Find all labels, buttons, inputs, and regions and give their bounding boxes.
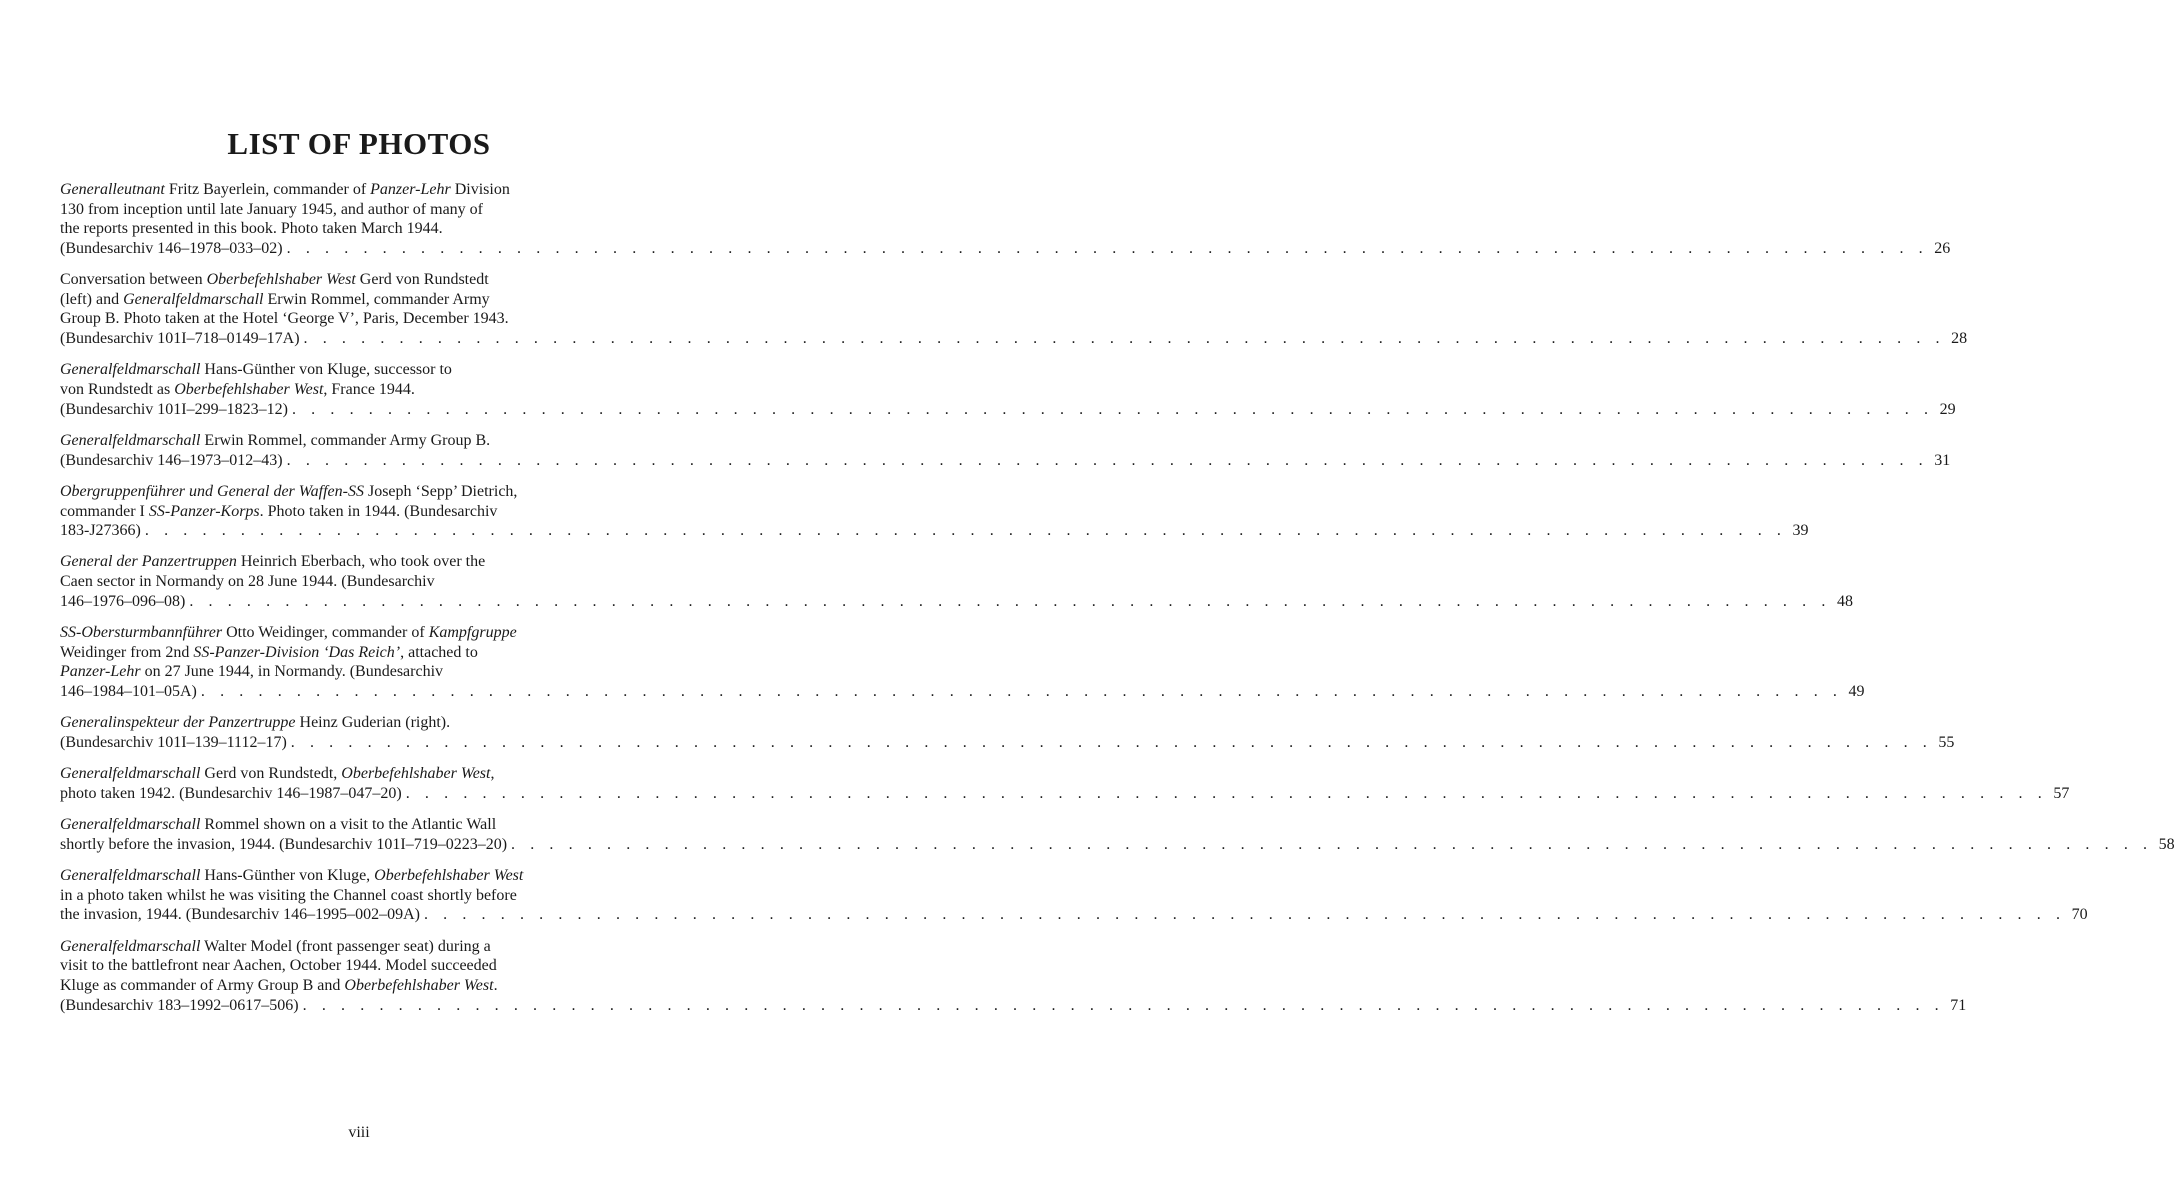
photo-entry: [60, 815, 2175, 854]
photo-entry: [60, 482, 1809, 541]
caption-text: Heinrich Eberbach, who took over the: [236, 553, 486, 571]
caption-text: Conversation between: [60, 271, 207, 289]
caption-text: Hans-Günther von Kluge,: [200, 867, 375, 885]
dot-leader: . . . . . . . . . . . . . . . . . . . . . . . . . . . . . . . . . . . . . . . . . . . . . . . . . . . . . . . . . . . . . . . . . . . . . . . . . . . . . . . . . . . . . .: [189, 592, 1831, 610]
caption-text: Gerd von Rundstedt,: [200, 765, 342, 783]
entry-line: [60, 886, 664, 906]
photo-entry: [60, 552, 1853, 611]
photo-entry: [60, 866, 2088, 925]
caption-text: photo taken 1942. (Bundesarchiv 146–1987–047–20): [60, 784, 402, 802]
dot-leader: . . . . . . . . . . . . . . . . . . . . . . . . . . . . . . . . . . . . . . . . . . . . . . . . . . . . . . . . . . . . . . . . . . . . . . . . . . . . . . . . . . . . . .: [291, 400, 1934, 418]
italic-term: Generalfeldmarschall: [60, 867, 201, 885]
photo-list: [60, 180, 2175, 1027]
entry-line: [60, 451, 1951, 471]
photo-entry: [60, 764, 2070, 803]
caption-text: Division: [450, 181, 510, 198]
caption-text: . Photo taken in 1944. (Bundesarchiv: [259, 502, 498, 520]
page-number: viii: [348, 1124, 370, 1141]
entry-line: [60, 764, 664, 784]
caption-text: (Bundesarchiv 183–1992–0617–506): [60, 996, 299, 1014]
entry-line-text: [60, 784, 402, 804]
entry-line: [60, 866, 664, 886]
dot-leader: . . . . . . . . . . . . . . . . . . . . . . . . . . . . . . . . . . . . . . . . . . . . . . . . . . . . . . . . . . . . . . . . . . . . . . . . . . . . . . . . . . . . . .: [511, 835, 2153, 853]
entry-line: [60, 682, 1865, 702]
caption-text: , France 1944.: [323, 380, 415, 398]
entry-page-number: 28: [1951, 329, 1968, 347]
entry-line-text: [60, 905, 420, 925]
caption-text: Rommel shown on a visit to the Atlantic Wall: [200, 816, 497, 834]
italic-term: Generalfeldmarschall: [60, 816, 201, 834]
entry-line: [60, 521, 1809, 541]
dot-leader: . . . . . . . . . . . . . . . . . . . . . . . . . . . . . . . . . . . . . . . . . . . . . . . . . . . . . . . . . . . . . . . . . . . . . . . . . . . . . . . . . . . . . .: [302, 996, 1945, 1014]
entry-line: [60, 200, 664, 220]
entry-line: [60, 835, 2175, 855]
italic-term: Generalleutnant: [60, 181, 165, 198]
entry-page-number: 48: [1836, 592, 1853, 610]
entry-line-text: [60, 451, 283, 471]
entry-line: [60, 329, 1968, 349]
entry-line-text: [60, 835, 507, 855]
photo-entry: [60, 270, 1968, 348]
caption-text: in a photo taken whilst he was visiting the Channel coast shortly before: [60, 886, 517, 904]
italic-term: Oberbefehlshaber West: [174, 380, 324, 398]
entry-line: [60, 956, 664, 976]
caption-text: Heinz Guderian (right).: [295, 714, 451, 732]
caption-text: Weidinger from 2nd: [60, 643, 194, 661]
photo-entry: [60, 937, 1967, 1015]
entry-line: [60, 180, 664, 200]
caption-text: von Rundstedt as: [60, 380, 175, 398]
entry-line: [60, 623, 664, 643]
entry-page-number: 57: [2053, 784, 2070, 802]
caption-text: visit to the battlefront near Aachen, October 1944. Model succeeded: [60, 957, 497, 975]
caption-text: Walter Model (front passenger seat) during a: [200, 937, 491, 955]
entry-page-number: 55: [1938, 733, 1955, 751]
entry-line: [60, 270, 664, 290]
entry-page-number: 29: [1939, 400, 1956, 418]
entry-line: [60, 400, 1956, 420]
caption-text: ,: [490, 765, 495, 783]
italic-term: Generalinspekteur der Panzertruppe: [60, 714, 296, 732]
entry-line: [60, 502, 664, 522]
caption-text: (Bundesarchiv 101I–299–1823–12): [60, 400, 288, 418]
caption-text: Kluge as commander of Army Group B and: [60, 976, 345, 994]
italic-term: Generalfeldmarschall: [123, 290, 264, 308]
entry-line-text: [60, 996, 299, 1016]
caption-text: (Bundesarchiv 101I–718–0149–17A): [60, 329, 300, 347]
caption-text: Erwin Rommel, commander Army: [263, 290, 490, 308]
italic-term: Oberbefehlshaber West: [374, 867, 524, 885]
caption-text: Fritz Bayerlein, commander of: [164, 181, 371, 198]
entry-line-text: [60, 733, 287, 753]
entry-line-text: [60, 239, 283, 259]
caption-text: the invasion, 1944. (Bundesarchiv 146–1995–002–09A): [60, 906, 420, 924]
entry-page-number: 58: [2158, 835, 2175, 853]
caption-text: .: [493, 976, 498, 994]
entry-line: [60, 482, 664, 502]
caption-text: (Bundesarchiv 101I–139–1112–17): [60, 733, 287, 751]
entry-line-text: [60, 592, 185, 612]
entry-line: [60, 290, 664, 310]
italic-term: Oberbefehlshaber West: [206, 271, 356, 289]
dot-leader: . . . . . . . . . . . . . . . . . . . . . . . . . . . . . . . . . . . . . . . . . . . . . . . . . . . . . . . . . . . . . . . . . . . . . . . . . . . . . . . . . . . . . .: [423, 906, 2066, 924]
dot-leader: . . . . . . . . . . . . . . . . . . . . . . . . . . . . . . . . . . . . . . . . . . . . . . . . . . . . . . . . . . . . . . . . . . . . . . . . . . . . . . . . . . . . . .: [405, 784, 2048, 802]
photo-entry: [60, 431, 1951, 470]
italic-term: SS-Panzer-Korps: [148, 502, 260, 520]
photo-entry: [60, 180, 1951, 258]
entry-line: [60, 976, 664, 996]
caption-text: 146–1976–096–08): [60, 592, 186, 610]
entry-line: [60, 733, 1955, 753]
entry-line: [60, 380, 664, 400]
entry-line-text: [60, 521, 141, 541]
photo-entry: [60, 360, 1956, 419]
italic-term: SS-Obersturmbannführer: [60, 624, 223, 642]
italic-term: General der Panzertruppen: [60, 553, 237, 571]
caption-text: 183-J27366): [60, 522, 141, 540]
entry-line: [60, 815, 664, 835]
entry-line: [60, 713, 664, 733]
caption-text: 130 from inception until late January 1945, and author of many of: [60, 200, 484, 218]
entry-line: [60, 431, 664, 451]
entry-line: [60, 360, 664, 380]
entry-line: [60, 996, 1967, 1016]
italic-term: Obergruppenführer und General der Waffen-SS: [60, 482, 364, 500]
entry-line-text: [60, 329, 300, 349]
italic-term: Generalfeldmarschall: [60, 937, 201, 955]
entry-line: [60, 905, 2088, 925]
caption-text: commander I: [60, 502, 149, 520]
caption-text: Gerd von Rundstedt: [355, 271, 489, 289]
italic-term: Panzer-Lehr: [60, 663, 141, 681]
italic-term: Generalfeldmarschall: [60, 361, 201, 379]
entry-page-number: 70: [2071, 906, 2088, 924]
photo-entry: [60, 623, 1865, 701]
entry-page-number: 71: [1950, 996, 1967, 1014]
entry-page-number: 31: [1934, 451, 1951, 469]
dot-leader: . . . . . . . . . . . . . . . . . . . . . . . . . . . . . . . . . . . . . . . . . . . . . . . . . . . . . . . . . . . . . . . . . . . . . . . . . . . . . . . . . . . . . .: [303, 329, 1946, 347]
italic-term: Panzer-Lehr: [370, 181, 451, 198]
caption-text: the reports presented in this book. Photo taken March 1944.: [60, 220, 443, 238]
entry-line: [60, 784, 2070, 804]
page-title: LIST OF PHOTOS: [227, 126, 491, 161]
caption-text: on 27 June 1944, in Normandy. (Bundesarchiv: [140, 663, 444, 681]
entry-line-text: [60, 400, 288, 420]
entry-line: [60, 309, 664, 329]
entry-line: [60, 592, 1853, 612]
caption-text: Joseph ‘Sepp’ Dietrich,: [363, 482, 518, 500]
caption-text: Hans-Günther von Kluge, successor to: [200, 361, 452, 379]
caption-text: (left) and: [60, 290, 124, 308]
entry-line: [60, 552, 664, 572]
caption-text: 146–1984–101–05A): [60, 682, 197, 700]
entry-line: [60, 643, 664, 663]
photo-entry: [60, 713, 1955, 752]
entry-line-text: [60, 682, 197, 702]
caption-text: shortly before the invasion, 1944. (Bundesarchiv 101I–719–0223–20): [60, 835, 508, 853]
entry-line: [60, 572, 664, 592]
entry-line: [60, 239, 1951, 259]
entry-page-number: 26: [1934, 239, 1951, 257]
italic-term: Kampfgruppe: [428, 624, 517, 642]
italic-term: Oberbefehlshaber West: [344, 976, 494, 994]
italic-term: Oberbefehlshaber West: [341, 765, 491, 783]
dot-leader: . . . . . . . . . . . . . . . . . . . . . . . . . . . . . . . . . . . . . . . . . . . . . . . . . . . . . . . . . . . . . . . . . . . . . . . . . . . . . . . . . . . . . .: [200, 682, 1843, 700]
caption-text: (Bundesarchiv 146–1973–012–43): [60, 451, 283, 469]
dot-leader: . . . . . . . . . . . . . . . . . . . . . . . . . . . . . . . . . . . . . . . . . . . . . . . . . . . . . . . . . . . . . . . . . . . . . . . . . . . . . . . . . . . . . .: [286, 239, 1929, 257]
caption-text: , attached to: [400, 643, 478, 661]
entry-line: [60, 219, 664, 239]
dot-leader: . . . . . . . . . . . . . . . . . . . . . . . . . . . . . . . . . . . . . . . . . . . . . . . . . . . . . . . . . . . . . . . . . . . . . . . . . . . . . . . . . . . . . .: [286, 451, 1929, 469]
entry-page-number: 39: [1792, 522, 1809, 540]
caption-text: (Bundesarchiv 146–1978–033–02): [60, 239, 283, 257]
caption-text: Otto Weidinger, commander of: [222, 624, 429, 642]
entry-page-number: 49: [1848, 682, 1865, 700]
caption-text: Caen sector in Normandy on 28 June 1944. (Bundesarchiv: [60, 573, 435, 591]
dot-leader: . . . . . . . . . . . . . . . . . . . . . . . . . . . . . . . . . . . . . . . . . . . . . . . . . . . . . . . . . . . . . . . . . . . . . . . . . . . . . . . . . . . . . .: [144, 522, 1787, 540]
italic-term: SS-Panzer-Division ‘Das Reich’: [193, 643, 401, 661]
italic-term: Generalfeldmarschall: [60, 765, 201, 783]
entry-line: [60, 937, 664, 957]
caption-text: Erwin Rommel, commander Army Group B.: [200, 431, 491, 449]
entry-line: [60, 662, 664, 682]
italic-term: Generalfeldmarschall: [60, 431, 201, 449]
caption-text: Group B. Photo taken at the Hotel ‘George V’, Paris, December 1943.: [60, 310, 509, 328]
dot-leader: . . . . . . . . . . . . . . . . . . . . . . . . . . . . . . . . . . . . . . . . . . . . . . . . . . . . . . . . . . . . . . . . . . . . . . . . . . . . . . . . . . . . . .: [290, 733, 1933, 751]
